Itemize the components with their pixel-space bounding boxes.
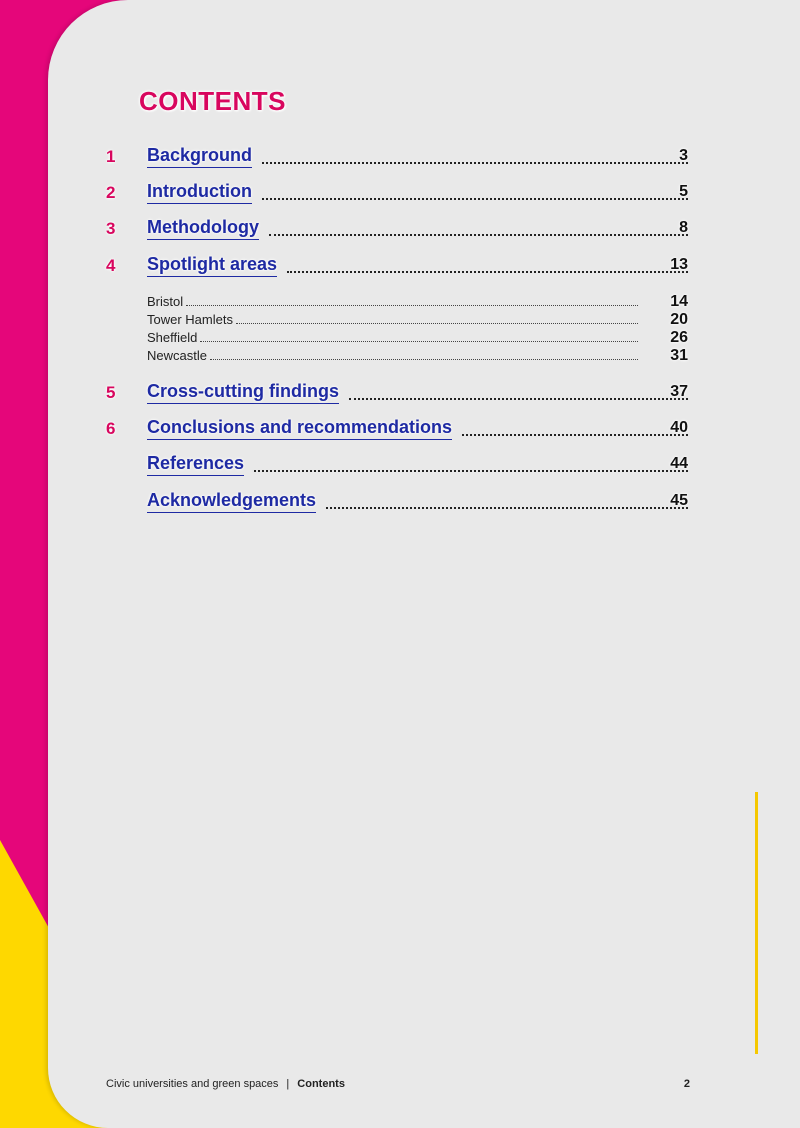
toc-row-background[interactable]	[0, 145, 800, 175]
toc-row-acknowledgements[interactable]	[0, 490, 800, 520]
toc-subrow-sheffield[interactable]	[0, 330, 800, 348]
toc-page-number: 8	[679, 219, 688, 236]
toc-row-references[interactable]	[0, 453, 800, 483]
leader-dots	[326, 507, 688, 509]
toc-link[interactable]: Background	[147, 145, 252, 168]
yellow-vertical-rule	[755, 792, 758, 1054]
footer-doc-title: Civic universities and green spaces	[106, 1078, 279, 1090]
toc-link[interactable]: Methodology	[147, 217, 259, 240]
leader-dots	[200, 341, 638, 342]
page-title: CONTENTS	[139, 86, 286, 116]
toc-subrow-newcastle[interactable]	[0, 348, 800, 366]
leader-dots	[236, 323, 638, 324]
toc-number: 2	[106, 183, 116, 202]
toc-row-spotlight-areas[interactable]	[0, 254, 800, 284]
toc-row-methodology[interactable]	[0, 217, 800, 247]
leader-dots	[210, 359, 638, 360]
toc-page-number: 20	[670, 311, 688, 328]
leader-dots	[262, 162, 688, 164]
toc-number: 1	[106, 147, 116, 166]
toc-number: 3	[106, 219, 116, 238]
leader-dots	[262, 198, 688, 200]
toc-page-number: 3	[679, 147, 688, 164]
toc-number: 4	[106, 256, 116, 275]
toc-page-number: 5	[679, 183, 688, 200]
toc-link[interactable]: Acknowledgements	[147, 490, 316, 513]
toc-row-conclusions[interactable]	[0, 417, 800, 447]
toc-subrow-tower-hamlets[interactable]	[0, 312, 800, 330]
toc-page-number: 31	[670, 347, 688, 364]
toc-page-number: 37	[670, 383, 688, 400]
leader-dots	[462, 434, 688, 436]
leader-dots	[254, 470, 688, 472]
toc-row-introduction[interactable]	[0, 181, 800, 211]
toc-page-number: 45	[670, 492, 688, 509]
leader-dots	[287, 271, 688, 273]
toc-page-number: 26	[670, 329, 688, 346]
toc-subrow-bristol[interactable]	[0, 294, 800, 312]
page-footer	[106, 1078, 690, 1090]
toc-page-number: 14	[670, 293, 688, 310]
leader-dots	[349, 398, 688, 400]
toc-link[interactable]: Cross-cutting findings	[147, 381, 339, 404]
toc-page-number: 40	[670, 419, 688, 436]
toc-link[interactable]: Introduction	[147, 181, 252, 204]
toc-link[interactable]: Conclusions and recommendations	[147, 417, 452, 440]
toc-page-number: 44	[670, 455, 688, 472]
toc-sublink[interactable]: Bristol	[147, 294, 184, 309]
leader-dots	[186, 305, 638, 306]
footer-page-number: 2	[683, 1078, 690, 1090]
toc-sublink[interactable]: Newcastle	[147, 348, 207, 363]
toc-page-number: 13	[670, 256, 688, 273]
toc-sublink[interactable]: Tower Hamlets	[147, 312, 233, 327]
toc-number: 6	[106, 419, 116, 438]
toc-number: 5	[106, 383, 116, 402]
toc-row-cross-cutting-findings[interactable]	[0, 381, 800, 411]
toc-sublink[interactable]: Sheffield	[147, 330, 198, 345]
toc-link[interactable]: Spotlight areas	[147, 254, 277, 277]
footer-separator: |	[286, 1078, 290, 1090]
toc-link[interactable]: References	[147, 453, 244, 476]
footer-section: Contents	[297, 1078, 345, 1090]
leader-dots	[269, 234, 688, 236]
